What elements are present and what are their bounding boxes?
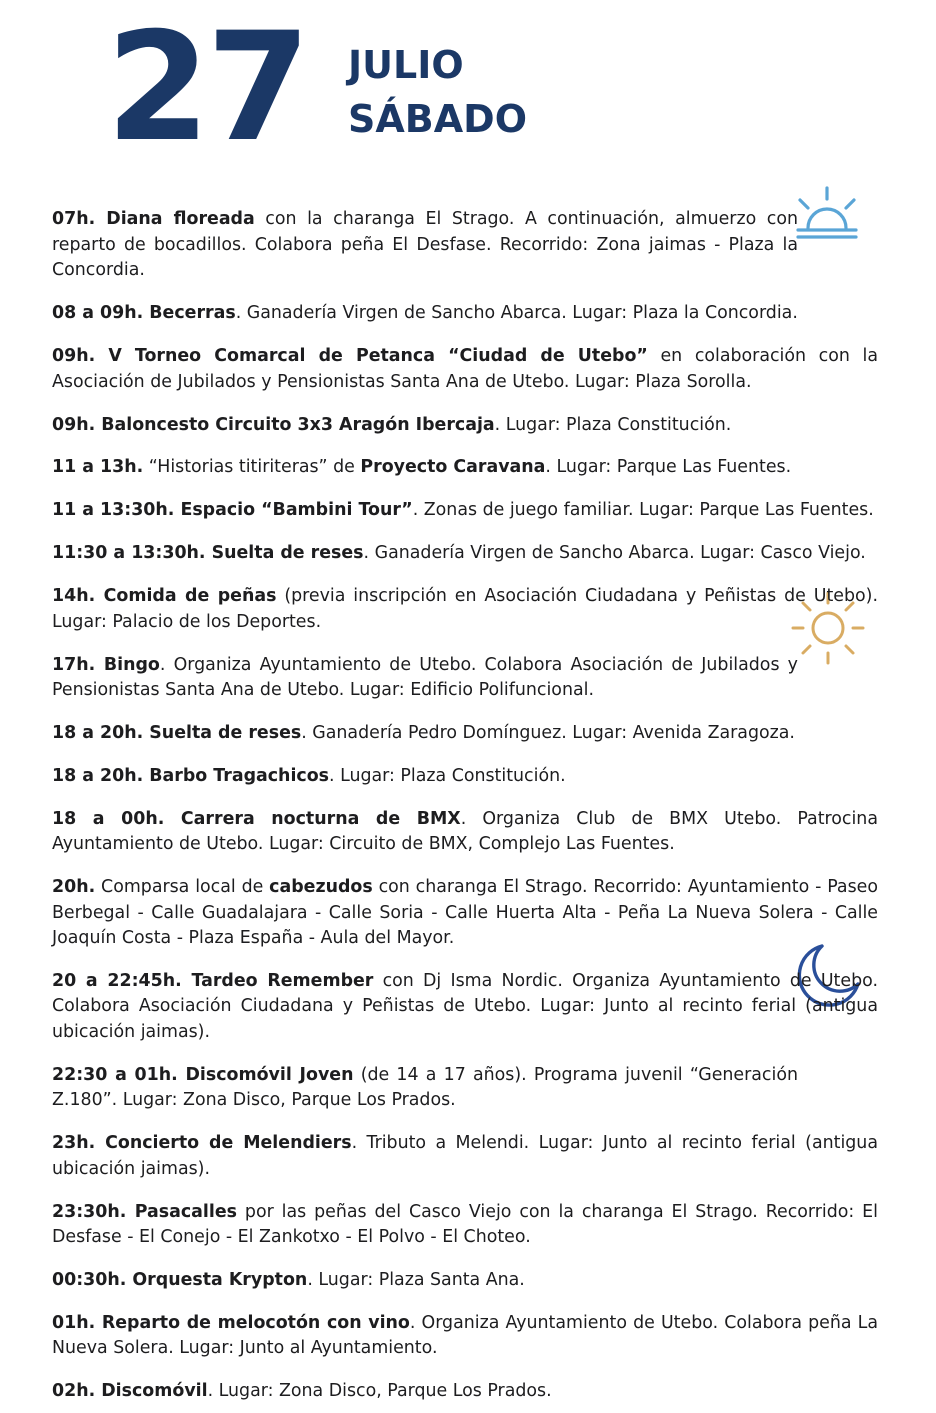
event-entry	[52, 764, 878, 790]
event-entry	[52, 653, 878, 704]
event-entry	[52, 207, 878, 284]
event-highlight: cabezudos	[269, 877, 373, 898]
event-entry	[52, 455, 878, 481]
event-highlight: Proyecto Caravana	[360, 457, 546, 478]
event-highlight: 09h. V Torneo Comarcal de Petanca “Ciudad de Utebo”	[52, 346, 648, 367]
event-highlight: 01h. Reparto de melocotón con vino	[52, 1312, 410, 1333]
event-entry	[52, 344, 878, 395]
event-text: con charanga El Strago. Recorrido: Ayuntamiento - Paseo Berbegal - Calle Guadalajara - Calle Soria - Calle Huerta Alta - Peña La Nueva Solera - Calle Joaquín Costa - Plaza España - Aula del Mayor.	[52, 877, 878, 949]
event-entry	[52, 498, 878, 524]
event-text: . Lugar: Parque Las Fuentes.	[545, 457, 792, 478]
event-highlight: 23:30h. Pasacalles	[52, 1201, 237, 1222]
event-highlight: 18 a 20h. Suelta de reses	[52, 722, 302, 743]
event-entry	[52, 721, 878, 747]
event-entry	[52, 413, 878, 439]
event-text: . Lugar: Zona Disco, Parque Los Prados.	[207, 1381, 552, 1402]
event-text: en colaboración con la Asociación de Jubilados y Pensionistas Santa Ana de Utebo. Lugar: Plaza Sorolla.	[52, 346, 878, 392]
event-text: (previa inscripción en Asociación Ciudadana y Peñistas de Utebo). Lugar: Palacio de los Deportes.	[52, 586, 878, 632]
event-entry	[52, 875, 878, 952]
event-text: . Lugar: Plaza Constitución.	[329, 765, 566, 786]
event-highlight: 14h. Comida de peñas	[52, 586, 277, 607]
event-text: . Ganadería Virgen de Sancho Abarca. Lugar: Casco Viejo.	[363, 543, 866, 564]
page-header	[0, 0, 936, 175]
day-number: 27	[106, 1, 307, 175]
event-text: . Tributo a Melendi. Lugar: Junto al recinto ferial (antigua ubicación jaimas).	[52, 1133, 878, 1179]
event-highlight: 09h. Baloncesto Circuito 3x3 Aragón Ibercaja	[52, 414, 495, 435]
event-text: con Dj Isma Nordic. Organiza Ayuntamiento de Utebo. Colabora Asociación Ciudadana y Peñistas de Utebo. Lugar: Junto al recinto ferial (antigua ubicación jaimas).	[52, 970, 878, 1042]
event-entry	[52, 1131, 878, 1182]
event-text: . Organiza Ayuntamiento de Utebo. Colabora peña La Nueva Solera. Lugar: Junto al Ayuntamiento.	[52, 1312, 878, 1359]
event-text: por las peñas del Casco Viejo con la charanga El Strago. Recorrido: El Desfase - El Conejo - El Zankotxo - El Polvo - El Choteo.	[52, 1201, 878, 1248]
event-highlight: 11:30 a 13:30h. Suelta de reses	[52, 543, 364, 564]
event-highlight: 23h. Concierto de Melendiers	[52, 1133, 352, 1154]
event-highlight: 07h. Diana floreada	[52, 209, 255, 230]
event-entry	[52, 584, 878, 635]
event-highlight: 08 a 09h. Becerras	[52, 303, 236, 324]
event-entry	[52, 1268, 878, 1294]
event-entry	[52, 969, 878, 1046]
event-entry	[52, 1063, 878, 1114]
event-text: con la charanga El Strago. A continuación, almuerzo con reparto de bocadillos. Colabora peña El Desfase. Recorrido: Zona jaimas - Plaza la Concordia.	[52, 209, 798, 281]
event-entry	[52, 1200, 878, 1251]
event-text: “Historias titiriteras” de	[143, 457, 361, 478]
event-text: . Lugar: Plaza Santa Ana.	[307, 1270, 525, 1291]
event-highlight: 18 a 20h. Barbo Tragachicos	[52, 765, 330, 786]
event-highlight: 00:30h. Orquesta Krypton	[52, 1270, 308, 1291]
event-entry	[52, 1379, 878, 1405]
event-highlight: 20h.	[52, 877, 96, 898]
event-highlight: 11 a 13h.	[52, 457, 144, 478]
event-entry	[52, 301, 878, 327]
event-highlight: 18 a 00h. Carrera nocturna de BMX	[52, 808, 461, 829]
event-text: . Zonas de juego familiar. Lugar: Parque Las Fuentes.	[412, 500, 874, 521]
event-text: . Ganadería Virgen de Sancho Abarca. Lugar: Plaza la Concordia.	[235, 303, 798, 324]
event-entry	[52, 807, 878, 858]
event-text: Comparsa local de	[95, 877, 270, 898]
event-text: . Organiza Club de BMX Utebo. Patrocina Ayuntamiento de Utebo. Lugar: Circuito de BMX, Complejo Las Fuentes.	[52, 808, 878, 855]
month-label: JULIO	[348, 43, 464, 87]
event-entry	[52, 1311, 878, 1362]
event-highlight: 20 a 22:45h. Tardeo Remember	[52, 970, 374, 991]
event-text: . Ganadería Pedro Domínguez. Lugar: Avenida Zaragoza.	[301, 722, 795, 743]
event-highlight: 22:30 a 01h. Discomóvil Joven	[52, 1064, 354, 1085]
event-highlight: 17h. Bingo	[52, 654, 160, 675]
event-text: . Organiza Ayuntamiento de Utebo. Colabora Asociación de Jubilados y Pensionistas Santa Ana de Utebo. Lugar: Edificio Polifuncional.	[52, 654, 798, 701]
event-highlight: 11 a 13:30h. Espacio “Bambini Tour”	[52, 500, 413, 521]
event-highlight: 02h. Discomóvil	[52, 1381, 208, 1402]
weekday-label: SÁBADO	[348, 97, 527, 141]
event-entry	[52, 541, 878, 567]
event-text: . Lugar: Plaza Constitución.	[494, 414, 732, 435]
event-program	[52, 190, 878, 1413]
event-text: (de 14 a 17 años). Programa juvenil “Generación Z.180”. Lugar: Zona Disco, Parque Los Prados.	[52, 1064, 798, 1111]
